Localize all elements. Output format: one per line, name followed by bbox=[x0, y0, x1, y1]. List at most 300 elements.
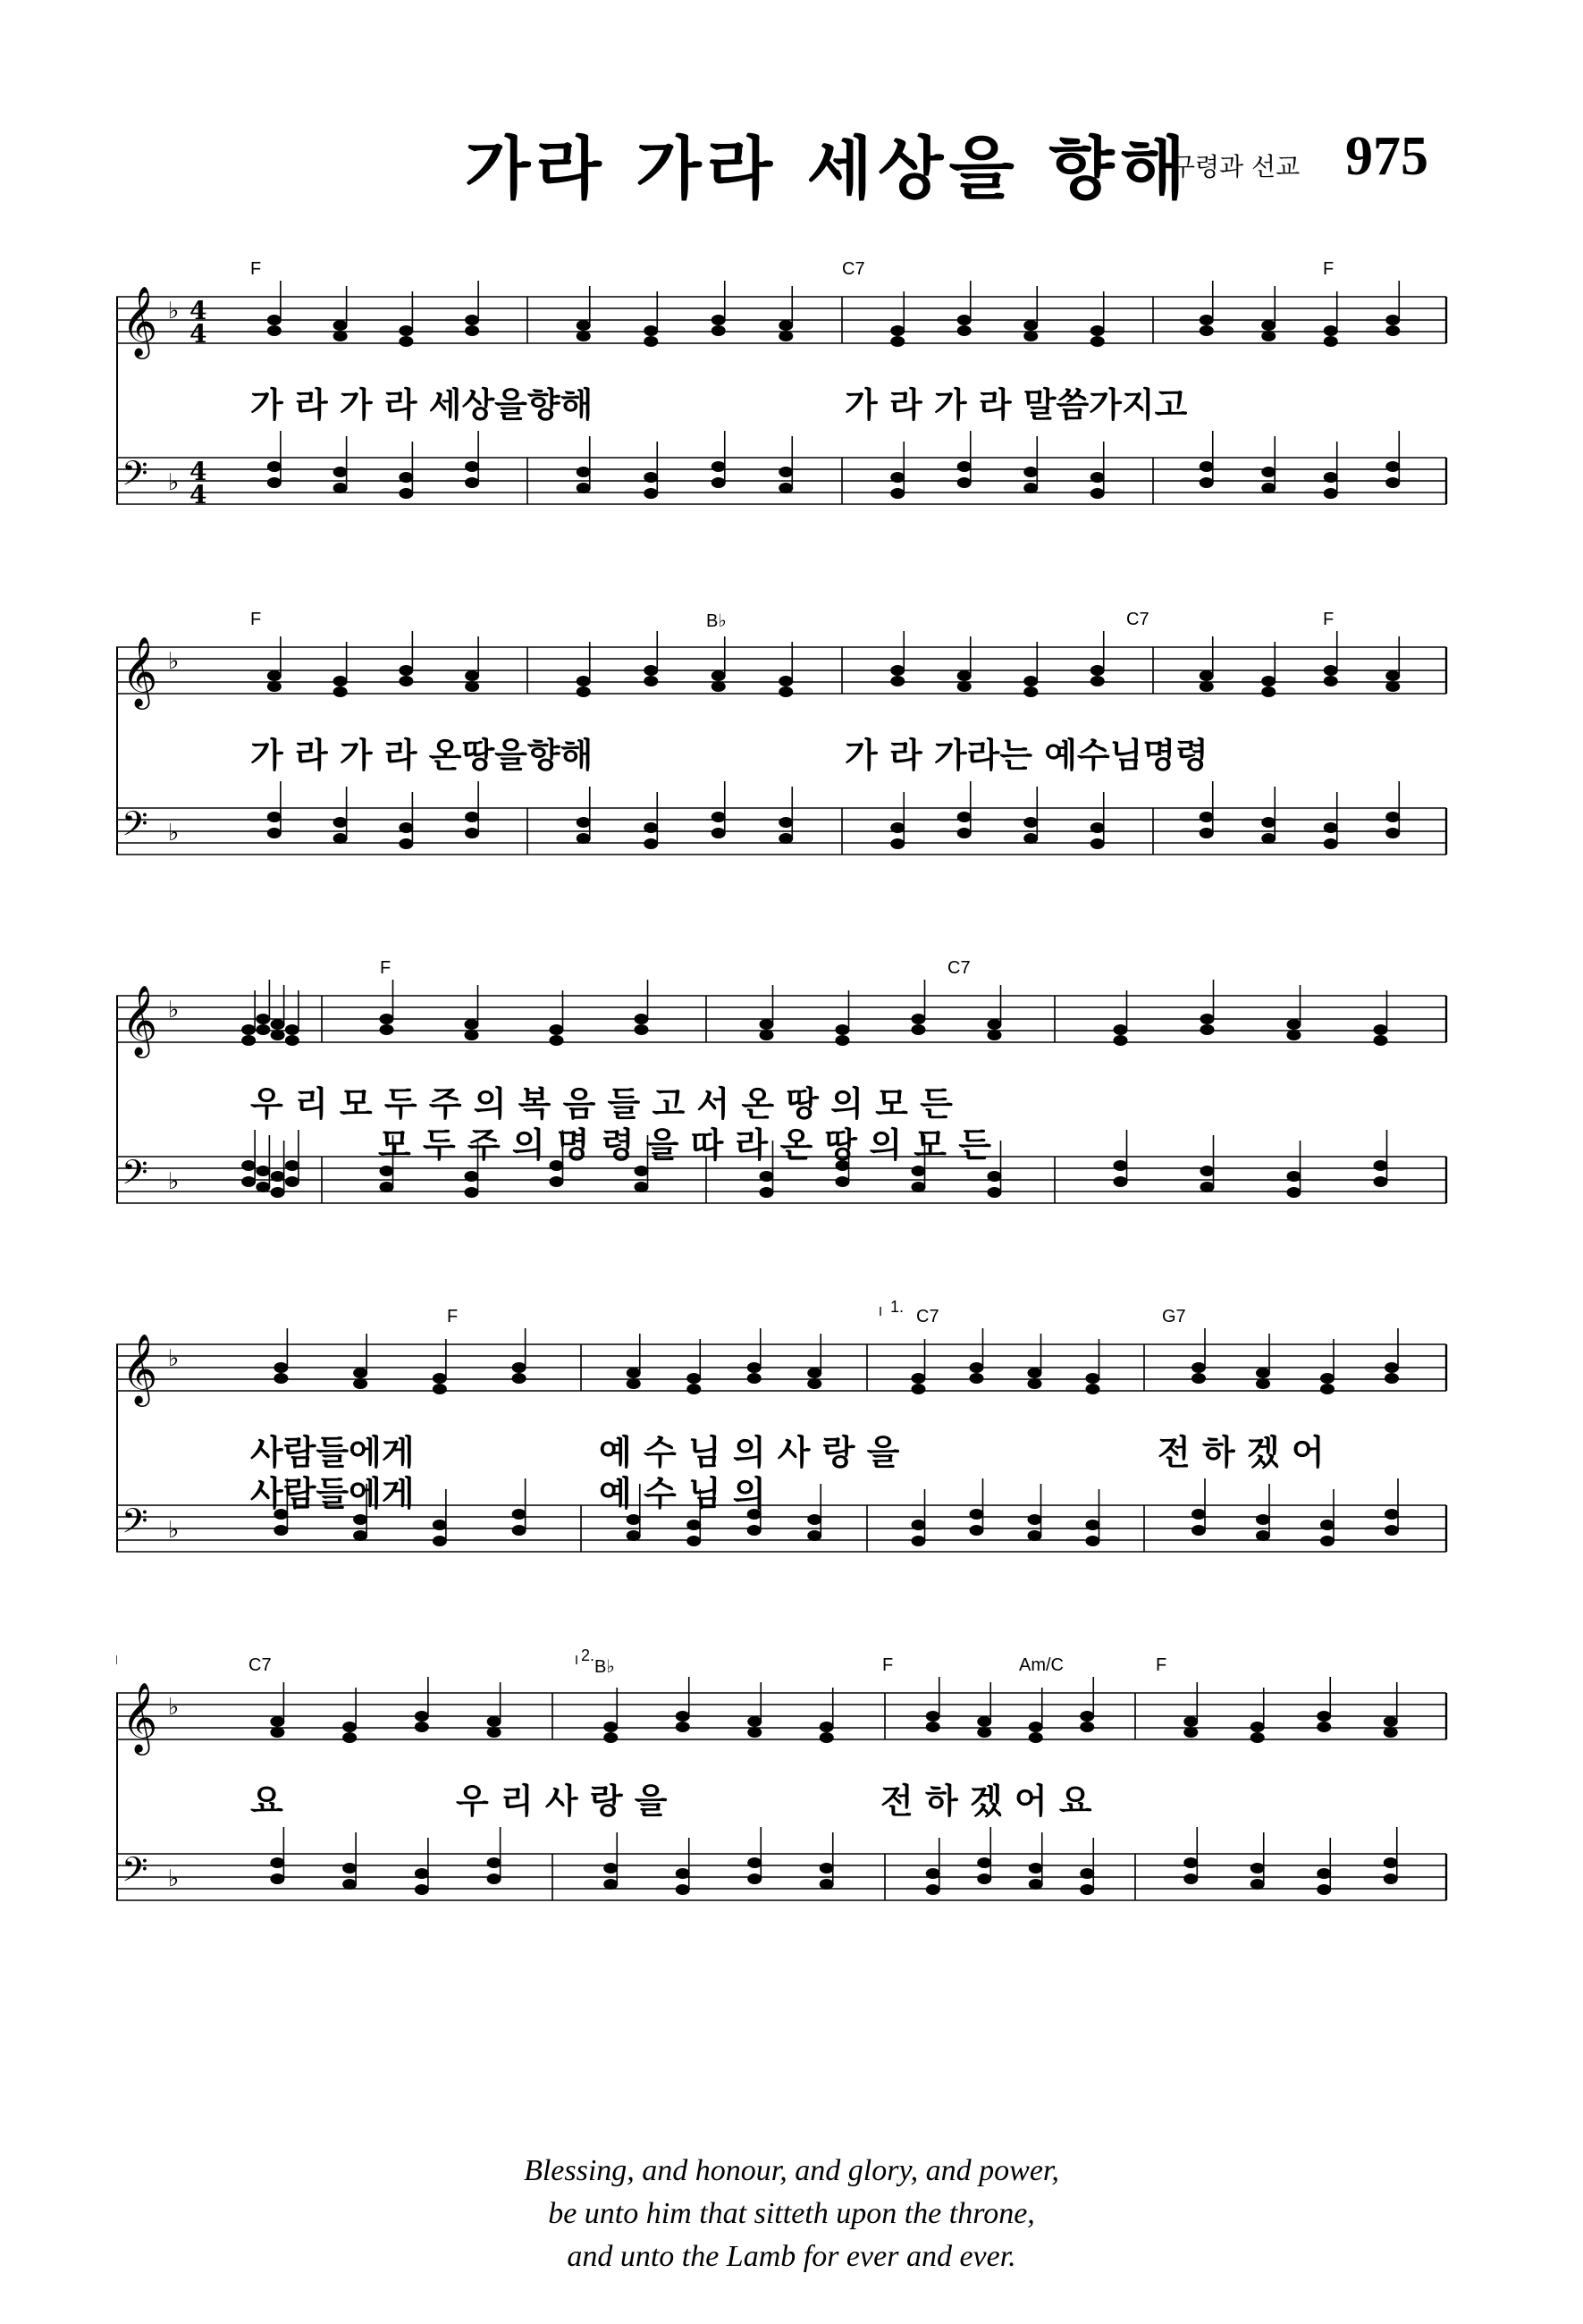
treble-note bbox=[1191, 1362, 1206, 1373]
treble-note bbox=[1200, 1014, 1215, 1024]
lyric-line-verse-2: 모 두 주 의 명 령 을 따 라 온 땅 의 모 든 bbox=[378, 1125, 991, 1165]
treble-note bbox=[399, 325, 413, 336]
treble-note bbox=[433, 1384, 447, 1394]
treble-note bbox=[988, 1030, 1002, 1040]
treble-note bbox=[926, 1711, 940, 1722]
bass-note bbox=[1114, 1176, 1128, 1187]
treble-note bbox=[267, 681, 282, 692]
bass-note bbox=[1200, 461, 1214, 472]
treble-note bbox=[1086, 1373, 1100, 1384]
treble-note bbox=[1374, 1035, 1388, 1046]
bass-note bbox=[988, 1187, 1002, 1198]
ending-bracket-label: 2. bbox=[581, 1646, 595, 1664]
bass-note bbox=[957, 828, 972, 838]
treble-note bbox=[1320, 1373, 1335, 1384]
chord-symbol: F bbox=[380, 958, 392, 978]
treble-note bbox=[1183, 1727, 1198, 1738]
bass-note bbox=[399, 838, 413, 849]
treble-note bbox=[957, 315, 972, 325]
treble-note bbox=[267, 670, 282, 681]
treble-note bbox=[380, 1024, 394, 1035]
treble-note bbox=[644, 336, 658, 347]
time-signature-top: 4 bbox=[189, 296, 207, 325]
treble-note bbox=[353, 1368, 367, 1378]
bass-note bbox=[1086, 1536, 1100, 1546]
bass-note bbox=[399, 472, 413, 483]
bass-note bbox=[1324, 488, 1338, 499]
bass-note bbox=[644, 838, 658, 849]
bass-note bbox=[550, 1176, 564, 1187]
treble-staff bbox=[116, 985, 1446, 1058]
treble-note bbox=[635, 1024, 649, 1035]
treble-note bbox=[779, 686, 793, 697]
treble-clef-icon: 𝄞 bbox=[122, 286, 158, 357]
treble-note bbox=[333, 320, 348, 331]
bass-note bbox=[267, 461, 282, 472]
bass-clef-icon: 𝄢 bbox=[122, 1849, 148, 1898]
treble-clef-icon: 𝄞 bbox=[122, 636, 158, 707]
treble-note bbox=[399, 665, 413, 676]
treble-note bbox=[271, 1030, 285, 1040]
bass-staff bbox=[116, 804, 1446, 855]
treble-note bbox=[988, 1019, 1002, 1030]
verse-line: be unto him that sitteth upon the throne, bbox=[548, 2197, 1035, 2230]
bass-clef-icon: 𝄢 bbox=[122, 1501, 148, 1549]
treble-note bbox=[820, 1732, 834, 1743]
bass-note bbox=[577, 833, 591, 844]
verse-line: Blessing, and honour, and glory, and power, bbox=[524, 2154, 1059, 2187]
bass-note bbox=[353, 1514, 367, 1525]
hymn-category: 구령과 선교 bbox=[1171, 152, 1301, 181]
treble-clef-icon: 𝄞 bbox=[122, 985, 158, 1056]
bass-note bbox=[1261, 833, 1276, 844]
treble-staff bbox=[116, 1334, 1446, 1407]
bass-note bbox=[1023, 833, 1038, 844]
treble-note bbox=[977, 1716, 991, 1727]
treble-note bbox=[285, 1024, 299, 1035]
treble-note bbox=[686, 1373, 701, 1384]
bass-note bbox=[274, 1525, 288, 1536]
bass-note bbox=[1080, 1884, 1094, 1895]
bass-note bbox=[342, 1863, 357, 1874]
treble-note bbox=[1317, 1722, 1331, 1732]
bass-note bbox=[635, 1182, 649, 1192]
bass-note bbox=[807, 1514, 821, 1525]
treble-note bbox=[380, 1014, 394, 1024]
chord-symbol: F bbox=[250, 610, 262, 629]
verse-line: and unto the Lamb for ever and ever. bbox=[567, 2240, 1016, 2273]
bass-note bbox=[957, 461, 972, 472]
chord-symbol: F bbox=[882, 1655, 894, 1675]
bass-note bbox=[380, 1166, 394, 1176]
treble-note bbox=[512, 1362, 526, 1373]
treble-note bbox=[256, 1024, 270, 1035]
bass-note bbox=[1261, 467, 1276, 477]
bass-note bbox=[627, 1530, 641, 1541]
treble-note bbox=[836, 1024, 850, 1035]
bass-note bbox=[644, 472, 658, 483]
treble-note bbox=[285, 1035, 299, 1046]
bass-note bbox=[644, 822, 658, 833]
lyric-line: 가 라 가라는 예수님명령 bbox=[845, 736, 1208, 775]
bass-note bbox=[1086, 1520, 1100, 1530]
bass-note bbox=[1385, 477, 1400, 488]
key-signature-flat-icon: ♭ bbox=[168, 997, 180, 1023]
treble-note bbox=[970, 1362, 984, 1373]
bass-note bbox=[1183, 1857, 1198, 1868]
bass-note bbox=[760, 1171, 774, 1182]
treble-staff bbox=[116, 636, 1446, 710]
treble-note bbox=[1080, 1711, 1094, 1722]
treble-note bbox=[399, 336, 413, 347]
bass-note bbox=[256, 1182, 270, 1192]
treble-note bbox=[333, 676, 348, 686]
treble-note bbox=[603, 1722, 618, 1732]
treble-note bbox=[712, 670, 726, 681]
bass-note bbox=[977, 1857, 991, 1868]
lyric-line: 가 라 가 라 온땅을향해 bbox=[250, 736, 594, 775]
first-ending-bracket-continued bbox=[116, 1655, 527, 1664]
treble-note bbox=[760, 1019, 774, 1030]
bass-note bbox=[760, 1187, 774, 1198]
key-signature-flat-icon: ♭ bbox=[168, 1694, 180, 1721]
bass-note bbox=[1324, 838, 1338, 849]
bass-note bbox=[1023, 817, 1038, 828]
bass-note bbox=[333, 817, 348, 828]
treble-note bbox=[676, 1722, 690, 1732]
treble-note bbox=[399, 676, 413, 686]
bass-note bbox=[686, 1520, 701, 1530]
bass-note bbox=[399, 488, 413, 499]
chord-symbol: C7 bbox=[916, 1307, 939, 1326]
treble-note bbox=[1320, 1384, 1335, 1394]
treble-note bbox=[267, 325, 282, 336]
chord-symbol: C7 bbox=[842, 259, 865, 279]
bass-note bbox=[465, 477, 479, 488]
treble-note bbox=[465, 681, 479, 692]
treble-note bbox=[550, 1035, 564, 1046]
treble-note bbox=[1090, 325, 1105, 336]
treble-note bbox=[970, 1373, 984, 1384]
treble-note bbox=[957, 681, 972, 692]
bass-note bbox=[1385, 1509, 1399, 1520]
treble-note bbox=[1317, 1711, 1331, 1722]
treble-clef-icon: 𝄞 bbox=[122, 1334, 158, 1404]
ending-bracket-label: 1. bbox=[890, 1298, 905, 1316]
treble-note bbox=[779, 331, 793, 341]
bass-note bbox=[1320, 1520, 1335, 1530]
treble-note bbox=[415, 1722, 429, 1732]
treble-note bbox=[550, 1024, 564, 1035]
treble-note bbox=[1200, 315, 1214, 325]
treble-note bbox=[577, 320, 591, 331]
treble-note bbox=[644, 325, 658, 336]
bass-note bbox=[285, 1176, 299, 1187]
treble-note bbox=[267, 315, 282, 325]
treble-note bbox=[977, 1727, 991, 1738]
treble-note bbox=[890, 325, 905, 336]
bass-note bbox=[433, 1536, 447, 1546]
bass-note bbox=[1324, 472, 1338, 483]
treble-note bbox=[274, 1373, 288, 1384]
bass-note bbox=[1385, 1525, 1399, 1536]
bass-note bbox=[1200, 1166, 1215, 1176]
treble-note bbox=[712, 681, 726, 692]
chord-symbol: Am/C bbox=[1019, 1655, 1064, 1675]
bass-note bbox=[1200, 477, 1214, 488]
chord-symbol: B♭ bbox=[594, 1657, 615, 1677]
scripture-verse bbox=[0, 2150, 1583, 2278]
bass-note bbox=[241, 1160, 256, 1171]
bass-note bbox=[1090, 488, 1105, 499]
treble-note bbox=[926, 1722, 940, 1732]
bass-note bbox=[1374, 1176, 1388, 1187]
treble-note bbox=[1385, 670, 1400, 681]
treble-note bbox=[1028, 1368, 1042, 1378]
bass-note bbox=[465, 812, 479, 822]
treble-note bbox=[512, 1373, 526, 1384]
treble-note bbox=[1086, 1384, 1100, 1394]
treble-note bbox=[807, 1378, 821, 1389]
treble-note bbox=[1261, 320, 1276, 331]
treble-note bbox=[807, 1368, 821, 1378]
bass-note bbox=[988, 1171, 1002, 1182]
treble-note bbox=[270, 1716, 284, 1727]
bass-note bbox=[970, 1525, 984, 1536]
treble-note bbox=[747, 1716, 762, 1727]
bass-note bbox=[342, 1879, 357, 1890]
bass-note bbox=[686, 1536, 701, 1546]
treble-note bbox=[1324, 665, 1338, 676]
treble-note bbox=[241, 1024, 256, 1035]
bass-note bbox=[1183, 1874, 1198, 1884]
bass-note bbox=[836, 1176, 850, 1187]
treble-note bbox=[747, 1727, 762, 1738]
bass-note bbox=[487, 1874, 501, 1884]
bass-note bbox=[820, 1879, 834, 1890]
treble-note bbox=[912, 1384, 926, 1394]
key-signature-flat-icon: ♭ bbox=[168, 1168, 180, 1195]
treble-note bbox=[760, 1030, 774, 1040]
key-signature-flat-icon: ♭ bbox=[168, 469, 180, 496]
bass-note bbox=[1256, 1514, 1270, 1525]
bass-note bbox=[747, 1525, 762, 1536]
bass-note bbox=[1191, 1509, 1206, 1520]
bass-note bbox=[747, 1857, 762, 1868]
treble-note bbox=[712, 315, 726, 325]
treble-note bbox=[1183, 1716, 1198, 1727]
treble-note bbox=[779, 676, 793, 686]
bass-note bbox=[267, 812, 282, 822]
treble-note bbox=[635, 1014, 649, 1024]
bass-note bbox=[1385, 828, 1400, 838]
bass-note bbox=[1090, 838, 1105, 849]
treble-note bbox=[686, 1384, 701, 1394]
bass-note bbox=[333, 483, 348, 493]
treble-note bbox=[820, 1722, 834, 1732]
treble-note bbox=[627, 1378, 641, 1389]
bass-note bbox=[380, 1182, 394, 1192]
chord-symbol: F bbox=[1156, 1655, 1167, 1675]
bass-note bbox=[1384, 1874, 1398, 1884]
treble-note bbox=[1200, 670, 1214, 681]
bass-note bbox=[512, 1509, 526, 1520]
bass-note bbox=[912, 1536, 926, 1546]
time-signature-bottom: 4 bbox=[189, 319, 207, 349]
bass-note bbox=[603, 1863, 618, 1874]
bass-note bbox=[676, 1868, 690, 1879]
treble-note bbox=[1090, 676, 1105, 686]
bass-note bbox=[676, 1884, 690, 1895]
treble-note bbox=[1324, 336, 1338, 347]
treble-note bbox=[353, 1378, 367, 1389]
key-signature-flat-icon: ♭ bbox=[168, 298, 180, 324]
treble-note bbox=[1256, 1368, 1270, 1378]
bass-note bbox=[712, 828, 726, 838]
treble-note bbox=[1385, 325, 1400, 336]
treble-note bbox=[342, 1722, 357, 1732]
treble-note bbox=[747, 1362, 762, 1373]
key-signature-flat-icon: ♭ bbox=[168, 1517, 180, 1544]
bass-staff bbox=[116, 453, 1446, 509]
bass-note bbox=[1114, 1160, 1128, 1171]
bass-note bbox=[1200, 1182, 1215, 1192]
bass-note bbox=[627, 1514, 641, 1525]
treble-note bbox=[1324, 325, 1338, 336]
bass-note bbox=[712, 461, 726, 472]
treble-note bbox=[1200, 681, 1214, 692]
bass-note bbox=[1200, 828, 1214, 838]
treble-note bbox=[1287, 1030, 1301, 1040]
bass-note bbox=[603, 1879, 618, 1890]
treble-note bbox=[1090, 336, 1105, 347]
treble-note bbox=[1385, 1373, 1399, 1384]
bass-clef-icon: 𝄢 bbox=[122, 453, 148, 501]
treble-note bbox=[274, 1362, 288, 1373]
staff-lines bbox=[116, 1655, 1448, 1932]
treble-note bbox=[577, 331, 591, 341]
treble-note bbox=[1384, 1716, 1398, 1727]
bass-note bbox=[1261, 817, 1276, 828]
treble-note bbox=[465, 1019, 479, 1030]
key-signature-flat-icon: ♭ bbox=[168, 648, 180, 675]
bass-note bbox=[415, 1868, 429, 1879]
bass-note bbox=[271, 1171, 285, 1182]
treble-note bbox=[1385, 315, 1400, 325]
treble-note bbox=[779, 320, 793, 331]
treble-note bbox=[333, 331, 348, 341]
bass-note bbox=[1317, 1884, 1331, 1895]
treble-note bbox=[957, 670, 972, 681]
treble-note bbox=[1114, 1024, 1128, 1035]
bass-note bbox=[1090, 472, 1105, 483]
chord-symbol: G7 bbox=[1162, 1307, 1186, 1326]
lyric-line-verse-2: 예 수 님 의 bbox=[599, 1474, 766, 1513]
bass-note bbox=[1029, 1863, 1043, 1874]
bass-note bbox=[270, 1857, 284, 1868]
bass-note bbox=[1023, 483, 1038, 493]
bass-note bbox=[271, 1187, 285, 1198]
chord-symbol: B♭ bbox=[706, 611, 727, 631]
treble-note bbox=[1090, 665, 1105, 676]
chord-symbol: C7 bbox=[1126, 610, 1149, 629]
bass-note bbox=[267, 828, 282, 838]
treble-note bbox=[1028, 1378, 1042, 1389]
bass-note bbox=[890, 822, 905, 833]
bass-note bbox=[415, 1884, 429, 1895]
treble-note bbox=[1385, 1362, 1399, 1373]
lyric-line: 예 수 님 의 사 랑 을 bbox=[599, 1433, 900, 1472]
treble-note bbox=[1261, 686, 1276, 697]
bass-note bbox=[577, 467, 591, 477]
chord-symbol: C7 bbox=[248, 1655, 272, 1675]
treble-note bbox=[270, 1727, 284, 1738]
bass-note bbox=[256, 1166, 270, 1176]
key-signature-flat-icon: ♭ bbox=[168, 1345, 180, 1372]
bass-note bbox=[1200, 812, 1214, 822]
bass-note bbox=[779, 467, 793, 477]
bass-clef-icon: 𝄢 bbox=[122, 1152, 148, 1200]
treble-note bbox=[415, 1711, 429, 1722]
bass-note bbox=[1029, 1879, 1043, 1890]
bass-note bbox=[1317, 1868, 1331, 1879]
lyric-line: 가 라 가 라 말씀가지고 bbox=[845, 385, 1188, 425]
treble-note bbox=[333, 686, 348, 697]
treble-note bbox=[465, 325, 479, 336]
treble-note bbox=[912, 1373, 926, 1384]
lyric-line: 가 라 가 라 세상을향해 bbox=[250, 385, 594, 425]
lyric-line: 우 리 모 두 주 의 복 음 들 고 서 온 땅 의 모 든 bbox=[250, 1084, 953, 1124]
treble-note bbox=[465, 315, 479, 325]
bass-note bbox=[712, 477, 726, 488]
bass-note bbox=[267, 477, 282, 488]
treble-note bbox=[1385, 681, 1400, 692]
bass-note bbox=[1324, 822, 1338, 833]
bass-note bbox=[957, 477, 972, 488]
bass-note bbox=[1287, 1187, 1301, 1198]
bass-note bbox=[577, 483, 591, 493]
bass-note bbox=[333, 833, 348, 844]
bass-note bbox=[1090, 822, 1105, 833]
bass-note bbox=[926, 1884, 940, 1895]
treble-note bbox=[957, 325, 972, 336]
time-signature-top: 4 bbox=[189, 457, 207, 486]
bass-note bbox=[890, 472, 905, 483]
bass-note bbox=[1385, 812, 1400, 822]
treble-note bbox=[577, 686, 591, 697]
treble-note bbox=[256, 1014, 270, 1024]
lyric-line: 사람들에게 bbox=[250, 1433, 415, 1472]
treble-note bbox=[241, 1035, 256, 1046]
treble-note bbox=[1191, 1373, 1206, 1384]
chord-symbol: F bbox=[250, 259, 262, 279]
treble-note bbox=[1256, 1378, 1270, 1389]
bass-clef-icon: 𝄢 bbox=[122, 804, 148, 852]
music-system-4 bbox=[116, 1298, 1448, 1584]
treble-note bbox=[890, 676, 905, 686]
time-signature-bottom: 4 bbox=[189, 480, 207, 509]
treble-note bbox=[1029, 1722, 1043, 1732]
bass-note bbox=[779, 833, 793, 844]
music-system-3 bbox=[116, 958, 1448, 1235]
treble-note bbox=[1023, 331, 1038, 341]
bass-note bbox=[285, 1160, 299, 1171]
bass-note bbox=[353, 1530, 367, 1541]
bass-note bbox=[779, 483, 793, 493]
treble-note bbox=[487, 1727, 501, 1738]
bass-note bbox=[465, 1187, 479, 1198]
bass-note bbox=[465, 461, 479, 472]
